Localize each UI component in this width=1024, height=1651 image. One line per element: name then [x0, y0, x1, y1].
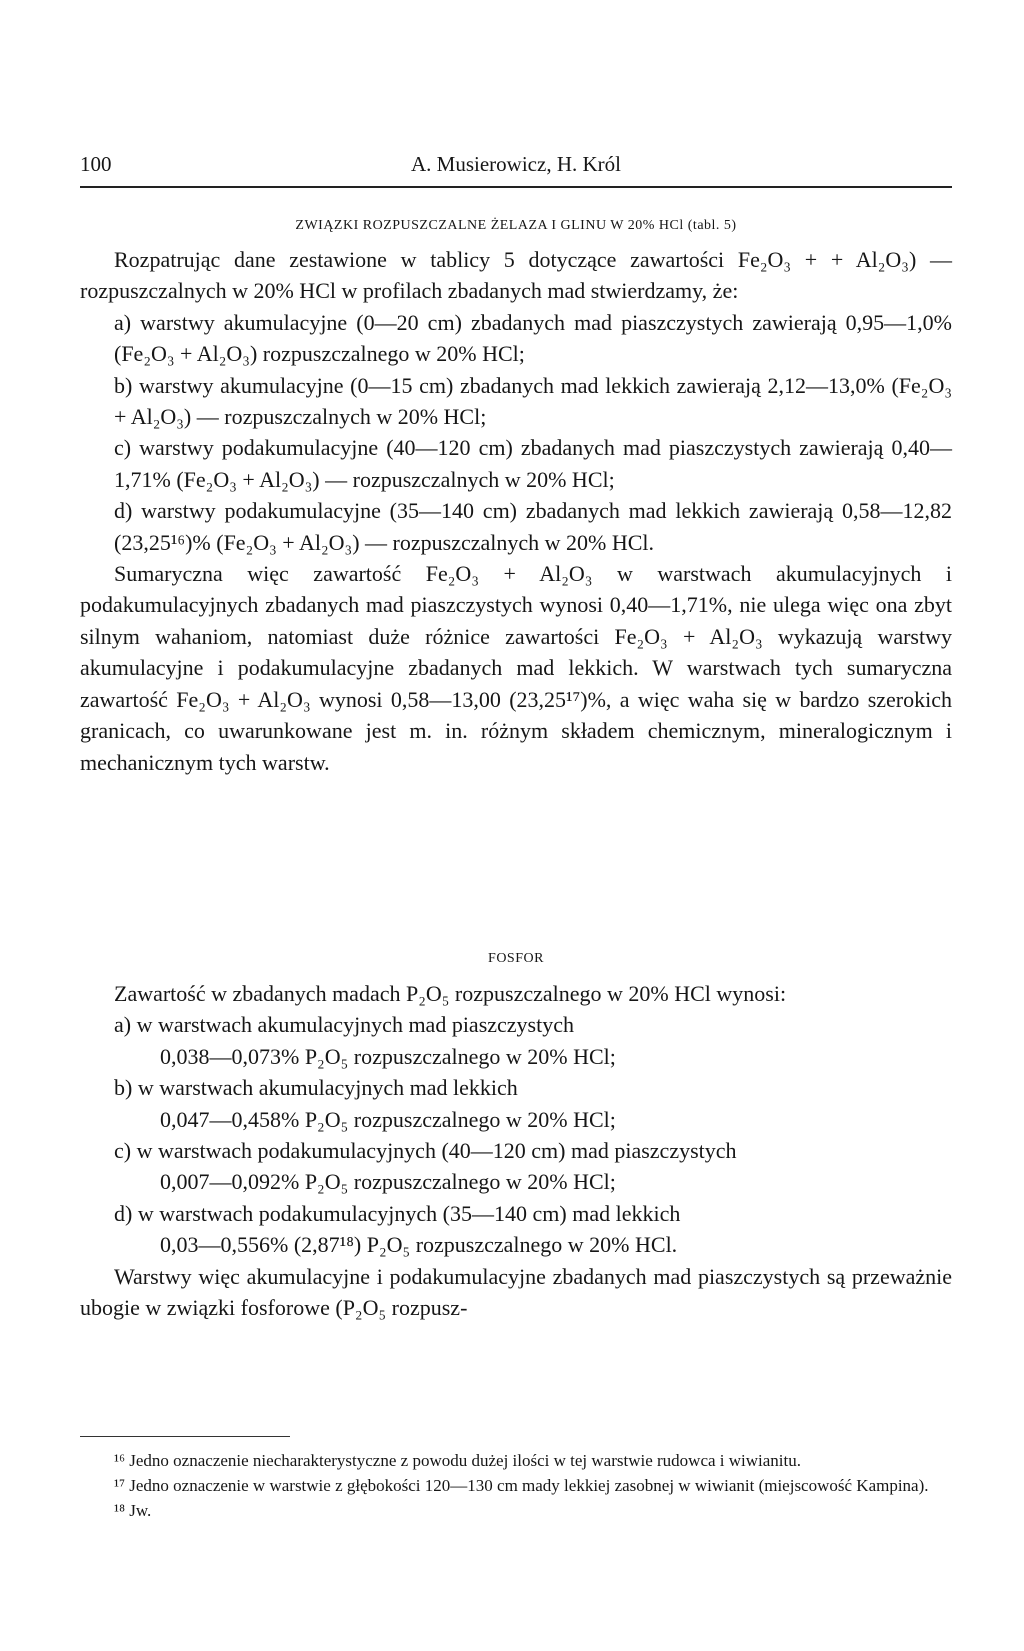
list-item-a: a) warstwy akumulacyjne (0—20 cm) zbadanych mad piaszczystych zawierają 0,95—1,0% (Fe₂O₃ + Al₂O₃) rozpuszczalnego w 20% HCl; [114, 309, 952, 367]
list-item-a-label: a) w warstwach akumulacyjnych mad piaszczystych [114, 1012, 574, 1038]
list-item-c: c) warstwy podakumulacyjne (40—120 cm) zbadanych mad piaszczystych zawierają 0,40—1,71% (Fe₂O₃ + Al₂O₃) — rozpuszczalnych w 20% HCl; [114, 435, 952, 492]
paragraph-closing: Warstwy więc akumulacyjne i podakumulacyjne zbadanych mad piaszczystych są przeważnie ubogie w związki fosforowe (P₂O₅ rozpusz- [80, 1263, 952, 1321]
list-item-b-value: 0,047—0,458% P₂O₅ rozpuszczalnego w 20% HCl; [160, 1106, 616, 1132]
section-heading-iron-aluminium: ZWIĄZKI ROZPUSZCZALNE ŻELAZA I GLINU W 20% HCl (tabl. 5) [295, 218, 737, 233]
list-item-d-label: d) w warstwach podakumulacyjnych (35—140 cm) mad lekkich [114, 1200, 681, 1226]
footnote-rule [80, 1436, 290, 1437]
footnote-18: ¹⁸ Jw. [114, 1501, 152, 1520]
list-item-d: d) warstwy podakumulacyjne (35—140 cm) zbadanych mad lekkich zawierają 0,58—12,82 (23,25¹⁶)% (Fe₂O₃ + Al₂O₃) — rozpuszczalnych w 20% HCl. [114, 498, 952, 555]
footnotes [80, 1448, 952, 1523]
list-item-c-label: c) w warstwach podakumulacyjnych (40—120 cm) mad piaszczystych [114, 1138, 737, 1164]
page-number: 100 [80, 152, 112, 176]
list-item-b-label: b) w warstwach akumulacyjnych mad lekkich [114, 1075, 518, 1101]
list-item-a-value: 0,038—0,073% P₂O₅ rozpuszczalnego w 20% HCl; [160, 1043, 616, 1069]
footnote-16: ¹⁶ Jedno oznaczenie niecharakterystyczne z powodu dużej ilości w tej warstwie rudowca i wiwianitu. [114, 1451, 801, 1470]
section-body-iron-aluminium [80, 244, 952, 778]
section-body-phosphorus [80, 978, 952, 1323]
list-item-d-value: 0,03—0,556% (2,87¹⁸) P₂O₅ rozpuszczalnego w 20% HCl. [160, 1232, 678, 1258]
header-rule [80, 186, 952, 188]
list-item-b: b) warstwy akumulacyjne (0—15 cm) zbadanych mad lekkich zawierają 2,12—13,0% (Fe₂O₃ + Al₂O₃) — rozpuszczalnych w 20% HCl; [114, 372, 952, 430]
paragraph-summary: Sumaryczna więc zawartość Fe₂O₃ + Al₂O₃ w warstwach akumulacyjnych i podakumulacyjnych zbadanych mad piaszczystych wynosi 0,40—1,71%, nie ulega więc ona zbyt silnym wahaniom, natomiast duże różnice zawartości Fe₂O₃ + Al₂O₃ wykazują warstwy akumulacyjne i podakumulacyjne zbadanych mad lekkich. W warstwach tych sumaryczna zawartość Fe₂O₃ + Al₂O₃ wynosi 0,58—13,00 (23,25¹⁷)%, a więc waha się w bardzo szerokich granicach, co uwarunkowane jest m. in. różnym składem chemicznym, mineralogicznym i mechanicznym tych warstw. [80, 561, 952, 775]
section-heading-phosphorus: FOSFOR [488, 951, 544, 966]
document-page [80, 148, 952, 1520]
footnote-17: ¹⁷ Jedno oznaczenie w warstwie z głębokości 120—130 cm mady lekkiej zasobnej w wiwianit (miejscowość Kampina). [114, 1476, 929, 1495]
running-head-authors: A. Musierowicz, H. Król [411, 152, 621, 176]
paragraph-phosphorus-intro: Zawartość w zbadanych madach P₂O₅ rozpuszczalnego w 20% HCl wynosi: [114, 981, 787, 1006]
list-item-c-value: 0,007—0,092% P₂O₅ rozpuszczalnego w 20% HCl; [160, 1169, 616, 1195]
running-header [80, 148, 952, 178]
paragraph-intro: Rozpatrując dane zestawione w tablicy 5 dotyczące zawartości Fe₂O₃ + + Al₂O₃) — rozpuszczalnych w 20% HCl w profilach zbadanych mad stwierdzamy, że: [80, 247, 952, 304]
